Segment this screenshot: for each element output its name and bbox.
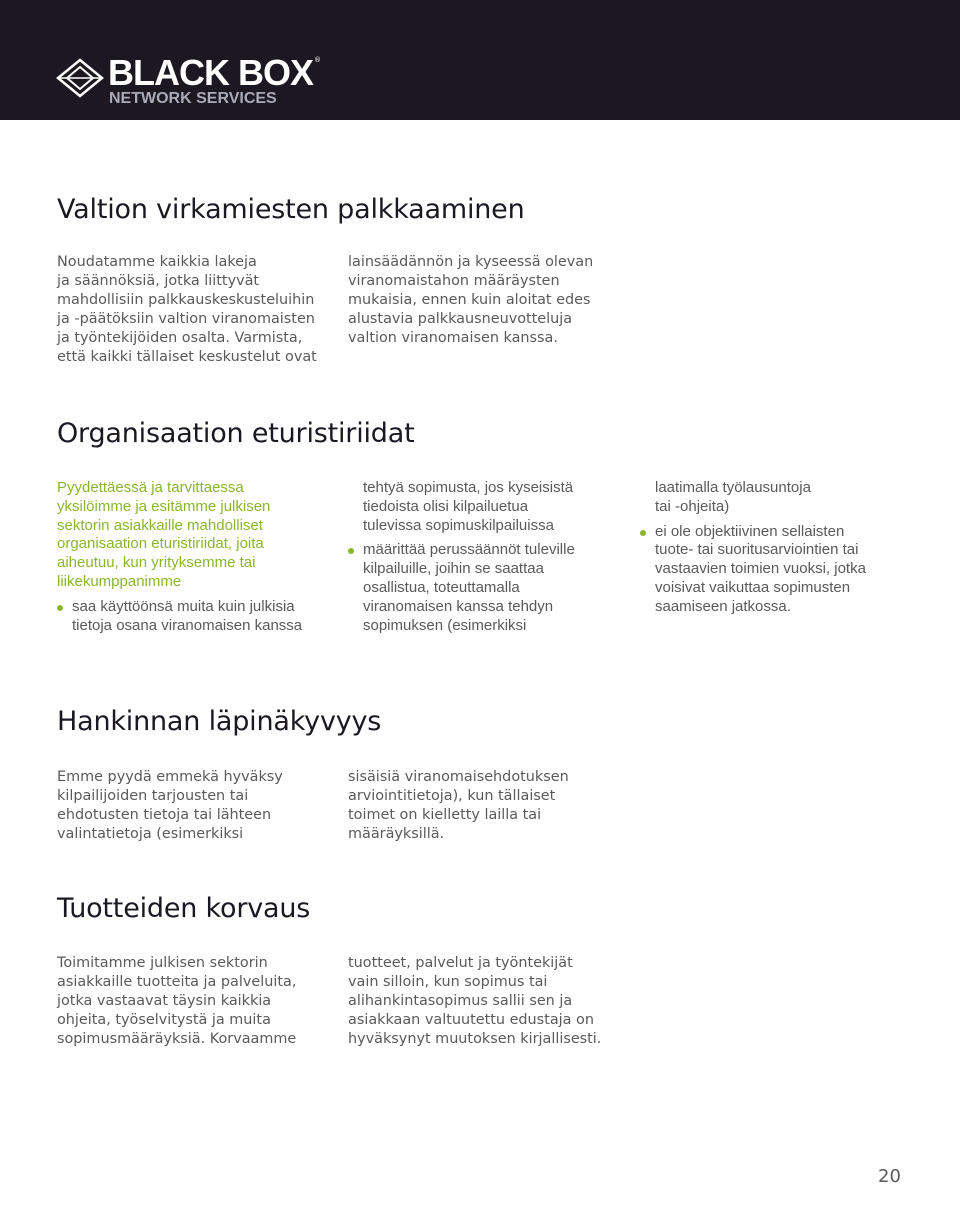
bullet-text: ei ole objektiivinen sellaisten tuote- tai suoritusarviointien tai vastaavien toimien vuoksi, jotka voisivat vaikuttaa sopimusten saamiseen jatkossa. [655, 522, 866, 615]
conflicts-intro: Pyydettäessä ja tarvittaessa yksilöimme ja esitämme julkisen sektorin asiakkaille mahdolliset organisaation eturistiriidat, joita aiheutuu, kun yrityksemme tai liikekumppanimme [57, 479, 271, 590]
bullet-item [640, 523, 930, 617]
conflicts-column-3 [640, 479, 930, 617]
conflicts-continuation-1: tehtyä sopimusta, jos kyseisistä tiedoista olisi kilpailuetua tulevissa sopimuskilpailuissa [363, 479, 574, 534]
conflicts-column-2 [348, 479, 633, 635]
substitution-column-2: tuotteet, palvelut ja työntekijät vain silloin, kun sopimus tai alihankintasopimus sallii sen ja asiakkaan valtuutettu edustaja on hyväksynyt muutoksen kirjallisesti. [348, 955, 602, 1047]
bullet-text: määrittää perussäännöt tuleville kilpailuille, joihin se saattaa osallistua, toteuttamalla viranomaisen kanssa tehdyn sopimuksen (esimerkiksi [363, 541, 575, 634]
procurement-column-1: Emme pyydä emmekä hyväksy kilpailijoiden tarjousten tai ehdotusten tietoja tai lähteen valintatietoja (esimerkiksi [57, 769, 283, 842]
diamond-logo-icon [56, 58, 104, 98]
bullet-item [57, 598, 342, 636]
bullet-text: saa käyttöönsä muita kuin julkisia tietoja osana viranomaisen kanssa [72, 597, 303, 634]
bullet-dot-icon [57, 605, 63, 611]
black-box-logo [56, 52, 326, 110]
logo-subtitle: NETWORK SERVICES [109, 90, 277, 107]
bullet-dot-icon [640, 530, 646, 536]
conflicts-continuation-2: laatimalla työlausuntoja tai -ohjeita) [655, 479, 811, 515]
logo-title: BLACK BOX [108, 52, 313, 93]
bullet-item [348, 541, 633, 635]
conflicts-bullet-list-2 [348, 541, 633, 635]
salaries-column-2: lainsäädännön ja kyseessä olevan viranomaistahon määräysten mukaisia, ennen kuin aloitat edes alustavia palkkausneuvotteluja valtion viranomaisen kanssa. [348, 254, 594, 346]
substitution-column-1: Toimitamme julkisen sektorin asiakkaille tuotteita ja palveluita, jotka vastaavat täysin kaikkia ohjeita, työselvitystä ja muita sopimusmääräyksiä. Korvaamme [57, 955, 297, 1047]
section-title-substitution: Tuotteiden korvaus [57, 893, 311, 924]
section-title-procurement: Hankinnan läpinäkyvyys [57, 706, 382, 737]
page-number: 20 [878, 1166, 901, 1187]
conflicts-bullet-list-1 [57, 598, 342, 636]
logo-registered-mark: ® [314, 56, 321, 64]
salaries-column-1: Noudatamme kaikkia lakeja ja säännöksiä, jotka liittyvät mahdollisiin palkkauskeskusteluihin ja -päätöksiin valtion viranomaisten ja työntekijöiden osalta. Varmista, että kaikki tällaiset keskustelut ovat [57, 254, 317, 365]
section-title-salaries: Valtion virkamiesten palkkaaminen [57, 194, 525, 225]
bullet-dot-icon [348, 548, 354, 554]
page-header [0, 0, 960, 120]
section-title-conflicts: Organisaation eturistiriidat [57, 418, 415, 449]
procurement-column-2: sisäisiä viranomaisehdotuksen arviointitietoja), kun tällaiset toimet on kielletty lailla tai määräyksillä. [348, 769, 569, 842]
conflicts-bullet-list-3 [640, 523, 930, 617]
conflicts-column-1 [57, 479, 342, 635]
